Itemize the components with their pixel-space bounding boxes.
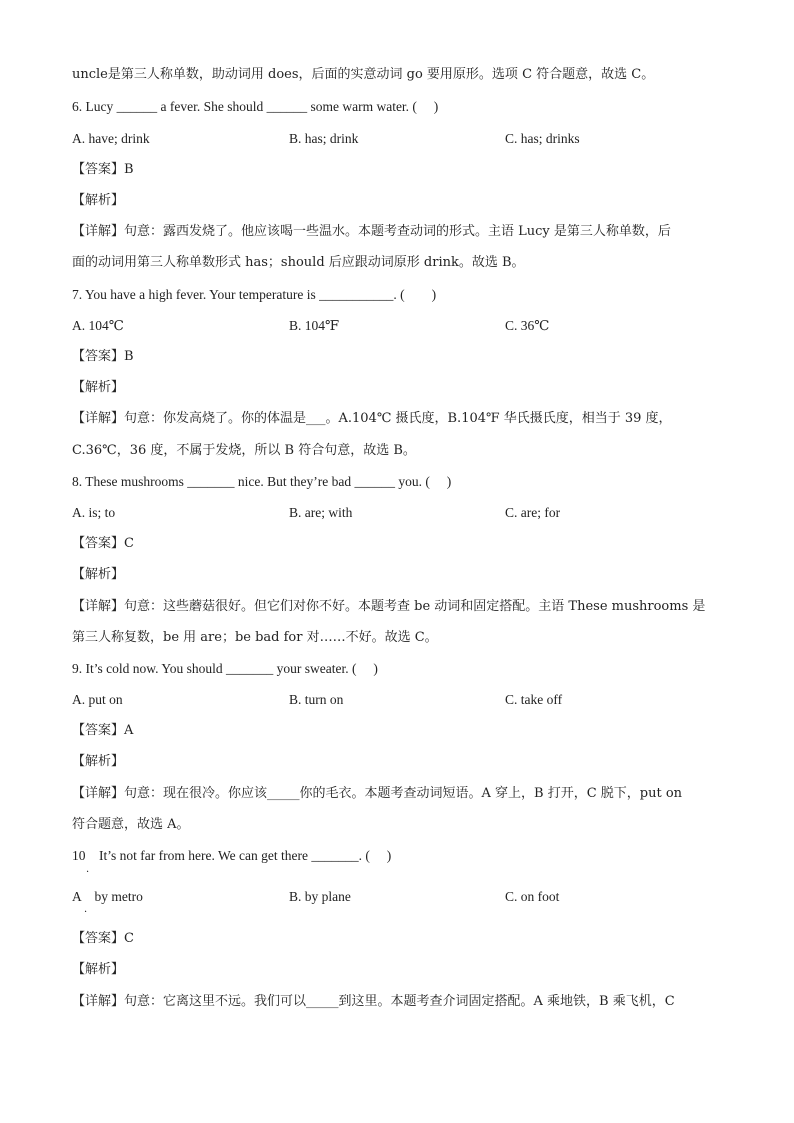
option-10a: A by metro [72,889,143,904]
answer-10: 【答案】C [72,931,134,946]
detail-8-line1: 【详解】句意：这些蘑菇很好。但它们对你不好。本题考查 be 动词和固定搭配。主语 These mushrooms 是 [72,599,706,614]
analysis-label-7: 【解析】 [72,380,125,395]
detail-7-line2: C.36℃，36 度，不属于发烧，所以 B 符合句意，故选 B。 [72,443,416,458]
detail-8-line2: 第三人称复数，be 用 are；be bad for 对……不好。故选 C。 [72,630,438,645]
option-10c: C. on foot [505,889,560,904]
answer-8: 【答案】C [72,536,134,551]
option-8a: A. is; to [72,505,116,520]
analysis-label-6: 【解析】 [72,193,125,208]
option-7c: C. 36℃ [505,318,550,333]
option-10b: B. by plane [289,889,351,904]
option-9b: B. turn on [289,692,344,707]
stray-dot: · [84,907,88,918]
option-7a: A. 104℃ [72,318,124,333]
question-8: 8. These mushrooms _______ nice. But they’re bad ______ you. ( ) [72,474,452,489]
option-9c: C. take off [505,692,563,707]
option-8c: C. are; for [505,505,561,520]
analysis-label-9: 【解析】 [72,754,125,769]
detail-6-line2: 面的动词用第三人称单数形式 has；should 后应跟动词原形 drink。故选 B。 [72,255,525,270]
explanation-text: uncle是第三人称单数，助动词用 does，后面的实意动词 go 要用原形。选项 C 符合题意，故选 C。 [72,67,655,82]
detail-7-line1: 【详解】句意：你发高烧了。你的体温是___。A.104℃ 摄氏度，B.104℉ 华氏摄氏度，相当于 39 度， [72,411,672,426]
question-10: 10 It’s not far from here. We can get there _______. ( ) [72,848,392,863]
option-6b: B. has; drink [289,131,359,146]
detail-9-line1: 【详解】句意：现在很冷。你应该_____你的毛衣。本题考查动词短语。A 穿上，B 打开，C 脱下，put on [72,786,683,801]
option-6c: C. has; drinks [505,131,580,146]
answer-9: 【答案】A [72,723,134,738]
option-7b: B. 104℉ [289,318,340,333]
analysis-label-8: 【解析】 [72,567,125,582]
answer-7: 【答案】B [72,349,134,364]
question-6: 6. Lucy ______ a fever. She should ______ some warm water. ( ) [72,99,439,114]
analysis-label-10: 【解析】 [72,962,125,977]
detail-6-line1: 【详解】句意：露西发烧了。他应该喝一些温水。本题考查动词的形式。主语 Lucy 是第三人称单数，后 [72,224,671,239]
question-9: 9. It’s cold now. You should _______ your sweater. ( ) [72,661,378,676]
answer-6: 【答案】B [72,162,134,177]
detail-10-line1: 【详解】句意：它离这里不远。我们可以_____到这里。本题考查介词固定搭配。A 乘地铁，B 乘飞机，C [72,994,675,1009]
option-9a: A. put on [72,692,123,707]
stray-dot: · [86,867,90,878]
option-8b: B. are; with [289,505,353,520]
detail-9-line2: 符合题意，故选 A。 [72,817,190,832]
option-6a: A. have; drink [72,131,150,146]
question-7: 7. You have a high fever. Your temperature is ___________. ( ) [72,287,437,302]
